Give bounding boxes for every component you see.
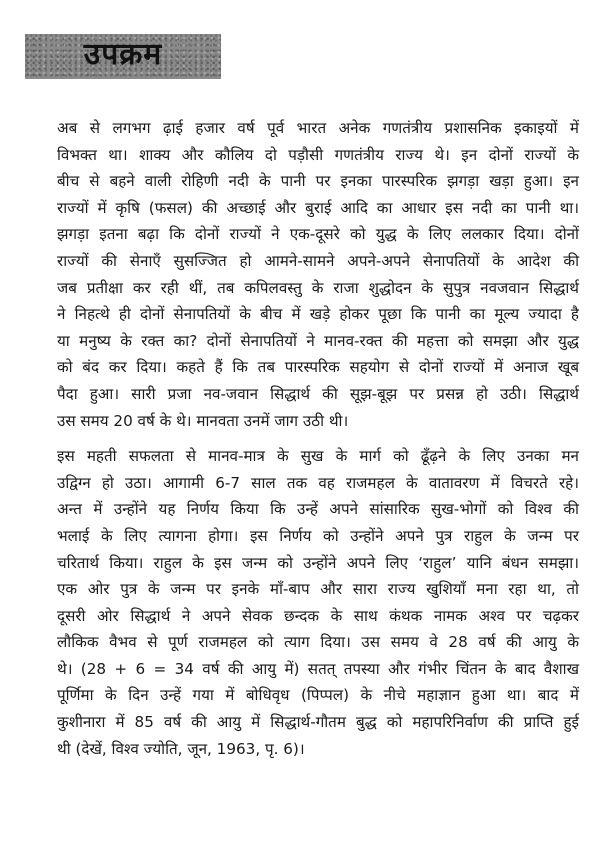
text-line: भलाई के लिए त्यागना होगा। इस निर्णय को उन्होंने अपने पुत्र राहुल के जन्म पर [57,526,579,545]
text-line: राज्यों की सेनाएँ सुसज्जित हो आमने-सामने अपने-अपने सेनापतियों के आदेश की [57,251,579,270]
text-line: राज्यों में कृषि (फसल) की अच्छाई और बुराई आदि का आधार इस नदी का पानी था। [57,198,579,217]
text-line: ने निहत्थे ही दोनों सेनापतियों के बीच में खड़े होकर पूछा कि पानी का मूल्य ज्यादा है [57,305,579,324]
chapter-heading-box [25,34,221,79]
text-line: उस समय 20 वर्ष के थे। मानवता उनमें जाग उठी थी। [57,411,349,430]
text-line: इस महती सफलता से मानव-मात्र के सुख के मार्ग को ढूँढ़ने के लिए उनका मन [57,447,579,466]
text-line: जब प्रतीक्षा कर रही थीं, तब कपिलवस्तु के राजा शुद्धोदन के सुपुत्र नवजवान सिद्धार्थ [57,278,579,297]
text-line: अब से लगभग ढ़ाई हजार वर्ष पूर्व भारत अनेक गणतंत्रीय प्रशासनिक इकाइयों में [57,119,579,137]
text-line: अन्त में उन्होंने यह निर्णय किया कि उन्हें अपने सांसारिक सुख-भोगों को विश्व की [57,500,579,519]
text-line: पूर्णिमा के दिन उन्हें गया में बोधिवृध (पिप्पल) के नीचे महाज्ञान हुआ था। बाद में [57,686,579,705]
text-line: या मनुष्य के रक्त का? दोनों सेनापतियों ने मानव-रक्त की महत्ता को समझा और युद्ध [57,331,579,350]
body-text [27,115,579,762]
text-line: थे। (28 + 6 = 34 वर्ष की आयु में) सतत् तपस्या और गंभीर चिंतन के बाद वैशाख [57,659,580,678]
text-line: विभक्त था। शाक्य और कौलिय दो पड़ौसी गणतंत्रीय राज्य थे। इन दोनों राज्यों के [57,145,579,164]
text-line: कुशीनारा में 85 वर्ष की आयु में सिद्धार्थ-गौतम बुद्ध को महापरिनिर्वाण की प्राप्ति हुई [57,713,579,732]
text-line: दूसरी ओर सिद्धार्थ ने अपने सेवक छन्दक के साथ कंथक नामक अश्व पर चढ़कर [57,606,579,625]
text-line: झगड़ा इतना बढ़ा कि दोनों राज्यों ने एक-दूसरे को युद्ध के लिए ललकार दिया। दोनों [57,225,579,244]
paragraph-1 [27,115,579,434]
paragraph-2 [27,443,579,762]
text-line: को बंद कर दिया। कहते हैं कि तब पारस्परिक सहयोग से दोनों राज्यों में अनाज खूब [57,358,579,377]
text-line: चरितार्थ किया। राहुल के इस जन्म को उन्होंने अपने लिए ‘राहुल’ यानि बंधन समझा। [57,553,579,572]
text-line: पैदा हुआ। सारी प्रजा नव-जवान सिद्धार्थ की सूझ-बूझ पर प्रसन्न हो उठी। सिद्धार्थ [57,384,579,403]
text-line: बीच से बहने वाली रोहिणी नदी के पानी पर इनका पारस्परिक झगड़ा खड़ा हुआ। इन [57,172,579,191]
text-line: एक ओर पुत्र के जन्म पर इनके माँ-बाप और सारा राज्य खुशियाँ मना रहा था, तो [57,580,579,599]
text-line: उद्विग्न हो उठा। आगामी 6-7 साल तक वह राजमहल के वातावरण में विचरते रहे। [57,473,579,492]
chapter-heading: उपक्रम [83,36,163,72]
text-line: थी (देखें, विश्व ज्योति, जून, 1963, पृ. 6)। [57,739,305,758]
text-line: लौकिक वैभव से पूर्ण राजमहल को त्याग दिया। उस समय वे 28 वर्ष की आयु के [57,633,579,652]
